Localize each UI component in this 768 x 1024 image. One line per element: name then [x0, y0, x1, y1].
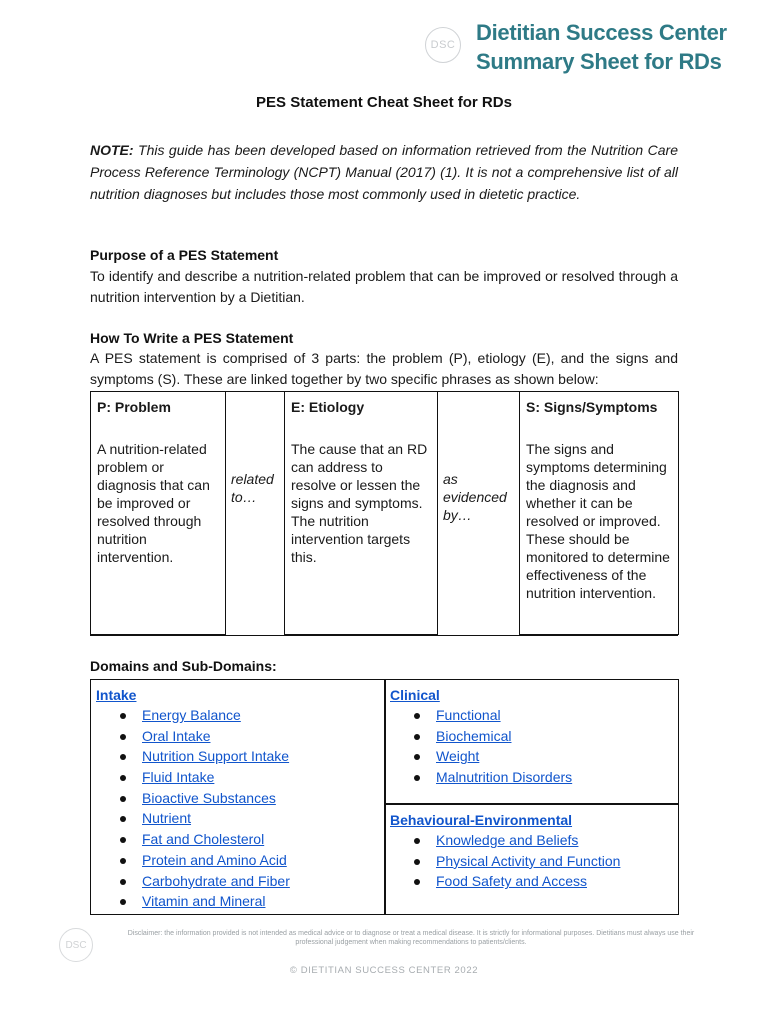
subdomain-link[interactable]: Weight: [436, 748, 480, 765]
howto-heading: How To Write a PES Statement: [90, 330, 294, 346]
intake-heading-link[interactable]: Intake: [96, 687, 137, 703]
list-item: [115, 871, 290, 892]
list-item: [115, 746, 290, 767]
list-item: [115, 891, 290, 912]
subdomain-link[interactable]: Food Safety and Access: [436, 873, 587, 890]
list-item: [409, 871, 620, 892]
intake-list: [115, 705, 290, 912]
subdomain-link[interactable]: Carbohydrate and Fiber: [142, 872, 290, 889]
pes-problem-title: P: Problem: [97, 399, 171, 415]
behavioural-list: [409, 830, 620, 892]
domains-divider-vertical: [384, 679, 386, 915]
behavioural-heading-link[interactable]: Behavioural-Environmental: [390, 812, 573, 828]
subdomain-link[interactable]: Nutrient: [142, 810, 192, 827]
subdomain-link[interactable]: Malnutrition Disorders: [436, 769, 573, 786]
note-label: NOTE:: [90, 142, 134, 158]
list-item: [115, 767, 290, 788]
list-item: [409, 767, 572, 788]
pes-link-as-evidenced-by: as evidenced by…: [443, 471, 507, 523]
brand-line-2: Summary Sheet for RDs: [476, 49, 722, 74]
subdomain-link[interactable]: Protein and Amino Acid: [142, 851, 287, 868]
subdomain-link[interactable]: Biochemical: [436, 727, 512, 744]
dsc-logo: DSC: [425, 27, 461, 63]
subdomain-link[interactable]: Knowledge and Beliefs: [436, 832, 579, 848]
pes-problem-body: A nutrition-related problem or diagnosis that can be improved or resolved through nutrition intervention.: [97, 441, 210, 565]
page-title: PES Statement Cheat Sheet for RDs: [256, 94, 512, 111]
subdomain-link[interactable]: Bioactive Substances: [142, 789, 276, 806]
subdomain-link[interactable]: Physical Activity and Function: [436, 852, 621, 869]
note-paragraph: [90, 139, 678, 205]
subdomain-link[interactable]: Energy Balance: [142, 707, 241, 723]
howto-text: A PES statement is comprised of 3 parts: the problem (P), etiology (E), and the signs and symptoms (S). These are linked together by two specific phrases as shown below:: [90, 350, 678, 387]
list-item: [115, 850, 290, 871]
clinical-heading-link[interactable]: Clinical: [390, 687, 440, 703]
subdomain-link[interactable]: Vitamin and Mineral: [142, 893, 266, 910]
copyright: © DIETITIAN SUCCESS CENTER 2022: [289, 965, 479, 976]
pes-etiology-box: [284, 391, 438, 635]
list-item: [115, 705, 290, 726]
subdomain-link[interactable]: Nutrition Support Intake: [142, 748, 290, 765]
pes-signs-box: [519, 391, 679, 635]
purpose-heading: Purpose of a PES Statement: [90, 247, 279, 263]
pes-etiology-body: The cause that an RD can address to resolve or lessen the signs and symptoms. The nutrition intervention targets this.: [291, 441, 428, 565]
list-item: [409, 746, 572, 767]
domains-heading: Domains and Sub-Domains:: [90, 658, 277, 674]
list-item: [409, 705, 572, 726]
footer-dsc-logo: DSC: [59, 928, 93, 962]
brand-title: [476, 18, 736, 76]
pes-etiology-title: E: Etiology: [291, 399, 365, 415]
purpose-text: To identify and describe a nutrition-related problem that can be improved or resolved through a nutrition intervention by a Dietitian.: [90, 268, 678, 305]
pes-link-related-to: related to…: [231, 471, 274, 505]
pes-frame-bottom: [90, 635, 678, 636]
pes-problem-box: [90, 391, 226, 635]
subdomain-link[interactable]: Oral Intake: [142, 727, 211, 744]
subdomain-link[interactable]: Fluid Intake: [142, 769, 215, 786]
list-item: [409, 851, 620, 872]
clinical-list: [409, 705, 572, 788]
domains-divider-horizontal: [384, 803, 679, 805]
subdomain-link[interactable]: Functional: [436, 707, 501, 723]
list-item: [115, 808, 290, 829]
list-item: [115, 726, 290, 747]
disclaimer: Disclaimer: the information provided is not intended as medical advice or to diagnose or treat a medical disease. It is strictly for informational purposes. Dietitians must always use their professional judgement when making recommendations to patients/clients.: [127, 930, 695, 946]
pes-signs-body: The signs and symptoms determining the diagnosis and whether it can be resolved or improved. These should be monitored to determine effectiveness of the nutrition intervention.: [526, 441, 670, 601]
list-item: [409, 726, 572, 747]
note-text: This guide has been developed based on information retrieved from the Nutrition Care Process Reference Terminology (NCPT) Manual (2017) (1). It is not a comprehensive list of all nutrition diagnoses but includes those most commonly used in dietetic practice.: [90, 142, 678, 202]
subdomain-link[interactable]: Fat and Cholesterol: [142, 831, 265, 848]
brand-line-1: Dietitian Success Center: [476, 20, 727, 45]
pes-signs-title: S: Signs/Symptoms: [526, 399, 658, 415]
list-item: [115, 829, 290, 850]
list-item: [409, 830, 620, 851]
list-item: [115, 788, 290, 809]
